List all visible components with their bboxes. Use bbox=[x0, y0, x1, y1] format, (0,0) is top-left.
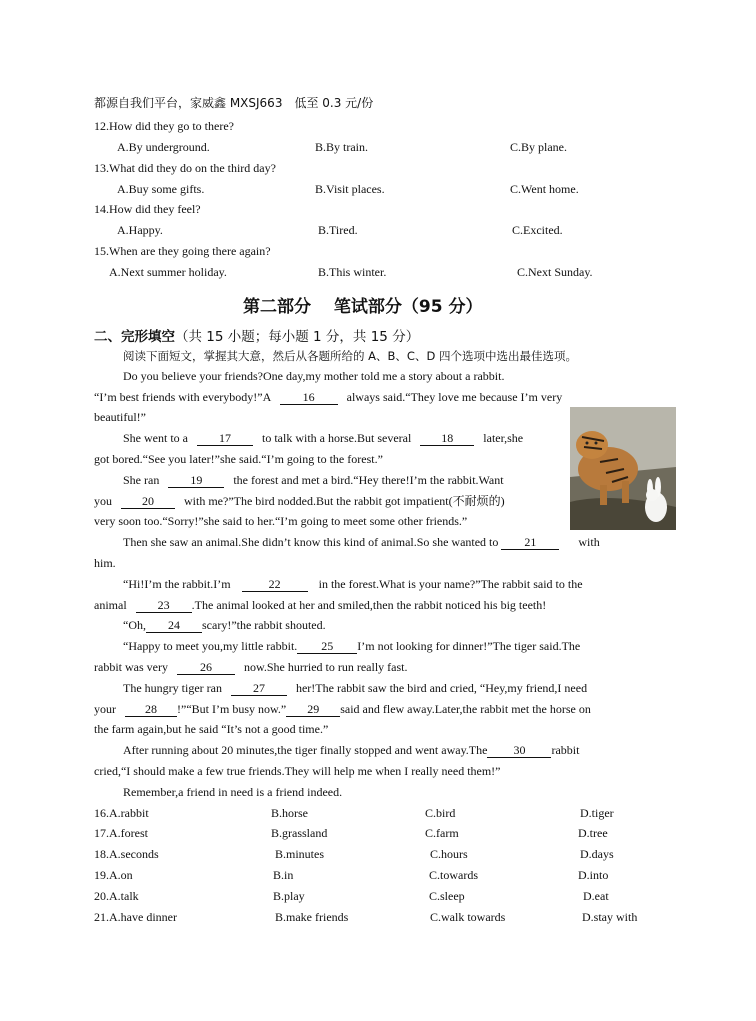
option-16b[interactable]: B.horse bbox=[271, 806, 308, 820]
q13-option-b: B.Visit places. bbox=[315, 182, 385, 196]
blank-23[interactable]: 23 bbox=[136, 598, 192, 613]
question-14: 14.How did they feel? bbox=[94, 202, 201, 216]
passage-line bbox=[123, 617, 326, 633]
question-13: 13.What did they do on the third day? bbox=[94, 161, 276, 175]
blank-25[interactable]: 25 bbox=[297, 639, 357, 654]
section-title: 二、完形填空 bbox=[94, 329, 175, 345]
text: in the forest.What is your name?”The rabbit said to the bbox=[318, 577, 583, 591]
section-heading bbox=[94, 325, 419, 345]
q13-option-a: A.Buy some gifts. bbox=[117, 182, 205, 196]
blank-26[interactable]: 26 bbox=[177, 660, 235, 675]
option-16a[interactable]: 16.A.rabbit bbox=[94, 806, 149, 820]
tiger-rabbit-image bbox=[570, 407, 676, 530]
option-21c[interactable]: C.walk towards bbox=[430, 910, 506, 924]
text: later,she bbox=[483, 431, 524, 445]
option-19a[interactable]: 19.A.on bbox=[94, 868, 133, 882]
text: with me?”The bird nodded.But the rabbit got impatient(不耐烦的) bbox=[184, 494, 505, 508]
blank-17[interactable]: 17 bbox=[197, 431, 253, 446]
passage-line bbox=[123, 472, 504, 488]
option-20b[interactable]: B.play bbox=[273, 889, 305, 903]
text: scary!”the rabbit shouted. bbox=[202, 618, 326, 632]
passage-line: him. bbox=[94, 556, 116, 570]
blank-28[interactable]: 28 bbox=[125, 702, 177, 717]
passage-line bbox=[123, 576, 583, 592]
passage-line: very soon too.“Sorry!”she said to her.“I’m going to meet some other friends.” bbox=[94, 514, 468, 528]
text: to talk with a horse.But several bbox=[262, 431, 412, 445]
passage-line bbox=[94, 659, 408, 675]
q15-option-a: A.Next summer holiday. bbox=[109, 265, 227, 279]
blank-20[interactable]: 20 bbox=[121, 494, 175, 509]
text: your bbox=[94, 702, 116, 716]
option-19c[interactable]: C.towards bbox=[429, 868, 478, 882]
passage-line bbox=[123, 638, 580, 654]
passage-line bbox=[94, 493, 505, 509]
option-18d[interactable]: D.days bbox=[580, 847, 614, 861]
blank-19[interactable]: 19 bbox=[168, 473, 224, 488]
q15-option-c: C.Next Sunday. bbox=[517, 265, 593, 279]
passage-line bbox=[94, 597, 546, 613]
text: After running about 20 minutes,the tiger finally stopped and went away.The bbox=[123, 743, 488, 757]
q13-option-c: C.Went home. bbox=[510, 182, 579, 196]
text: rabbit bbox=[551, 743, 580, 757]
q15-option-b: B.This winter. bbox=[318, 265, 387, 279]
text: “Happy to meet you,my little rabbit. bbox=[123, 639, 298, 653]
passage-line bbox=[94, 701, 591, 717]
option-16c[interactable]: C.bird bbox=[425, 806, 456, 820]
q12-option-a: A.By underground. bbox=[117, 140, 210, 154]
passage-line bbox=[123, 430, 523, 446]
text: .The animal looked at her and smiled,then the rabbit noticed his big teeth! bbox=[191, 598, 547, 612]
text: “I’m best friends with everybody!”A bbox=[94, 390, 271, 404]
blank-27[interactable]: 27 bbox=[231, 681, 287, 696]
section-note: （共 15 小题；每小题 1 分，共 15 分） bbox=[175, 329, 420, 345]
text: The hungry tiger ran bbox=[123, 681, 222, 695]
passage-line: cried,“I should make a few true friends.They will help me when I really need them!” bbox=[94, 764, 501, 778]
text: I’m not looking for dinner!”The tiger said.The bbox=[357, 639, 581, 653]
text: She went to a bbox=[123, 431, 188, 445]
option-18a[interactable]: 18.A.seconds bbox=[94, 847, 159, 861]
text: She ran bbox=[123, 473, 160, 487]
passage-line: Remember,a friend in need is a friend indeed. bbox=[123, 785, 343, 799]
text: “Oh, bbox=[123, 618, 146, 632]
blank-21[interactable]: 21 bbox=[501, 535, 559, 550]
part-title: 第二部分 笔试部分（95 分） bbox=[243, 297, 483, 317]
q14-option-c: C.Excited. bbox=[512, 223, 563, 237]
q12-option-b: B.By train. bbox=[315, 140, 368, 154]
text: “Hi!I’m the rabbit.I’m bbox=[123, 577, 231, 591]
text: the forest and met a bird.“Hey there!I’m the rabbit.Want bbox=[233, 473, 504, 487]
option-19d[interactable]: D.into bbox=[578, 868, 609, 882]
option-16d[interactable]: D.tiger bbox=[580, 806, 614, 820]
passage-line: the farm again,but he said “It’s not a good time.” bbox=[94, 722, 329, 736]
blank-22[interactable]: 22 bbox=[242, 577, 308, 592]
text: !”“But I’m busy now.” bbox=[177, 702, 287, 716]
option-21b[interactable]: B.make friends bbox=[275, 910, 349, 924]
option-21d[interactable]: D.stay with bbox=[582, 910, 638, 924]
option-17a[interactable]: 17.A.forest bbox=[94, 826, 148, 840]
text: with bbox=[578, 535, 600, 549]
blank-29[interactable]: 29 bbox=[286, 702, 340, 717]
question-12: 12.How did they go to there? bbox=[94, 119, 234, 133]
option-18b[interactable]: B.minutes bbox=[275, 847, 325, 861]
option-17b[interactable]: B.grassland bbox=[271, 826, 328, 840]
q14-option-b: B.Tired. bbox=[318, 223, 358, 237]
instruction: 阅读下面短文，掌握其大意，然后从各题所给的 A、B、C、D 四个选项中选出最佳选项。 bbox=[123, 349, 577, 363]
text: always said.“They love me because I’m very bbox=[346, 390, 563, 404]
q12-option-c: C.By plane. bbox=[510, 140, 567, 154]
text: now.She hurried to run really fast. bbox=[243, 660, 408, 674]
option-21a[interactable]: 21.A.have dinner bbox=[94, 910, 177, 924]
blank-16[interactable]: 16 bbox=[280, 390, 338, 405]
question-15: 15.When are they going there again? bbox=[94, 244, 271, 258]
passage-line bbox=[123, 534, 600, 550]
q14-option-a: A.Happy. bbox=[117, 223, 163, 237]
passage-line bbox=[123, 680, 587, 696]
option-19b[interactable]: B.in bbox=[273, 868, 294, 882]
text: animal bbox=[94, 598, 127, 612]
text: Then she saw an animal.She didn’t know this kind of animal.So she wanted to bbox=[123, 535, 499, 549]
option-18c[interactable]: C.hours bbox=[430, 847, 468, 861]
promo-header: 都源自我们平台，家威鑫 MXSJ663 低至 0.3 元/份 bbox=[94, 96, 374, 110]
option-17c[interactable]: C.farm bbox=[425, 826, 459, 840]
passage-line bbox=[123, 742, 579, 758]
option-17d[interactable]: D.tree bbox=[578, 826, 608, 840]
text: rabbit was very bbox=[94, 660, 168, 674]
option-20d[interactable]: D.eat bbox=[583, 889, 609, 903]
blank-24[interactable]: 24 bbox=[146, 618, 202, 633]
text: said and flew away.Later,the rabbit met the horse on bbox=[340, 702, 591, 716]
passage-line: Do you believe your friends?One day,my mother told me a story about a rabbit. bbox=[123, 369, 505, 383]
text: you bbox=[94, 494, 112, 508]
passage-line: got bored.“See you later!”she said.“I’m going to the forest.” bbox=[94, 452, 383, 466]
option-20a[interactable]: 20.A.talk bbox=[94, 889, 139, 903]
passage-line: beautiful!” bbox=[94, 410, 146, 424]
blank-30[interactable]: 30 bbox=[487, 743, 551, 758]
blank-18[interactable]: 18 bbox=[420, 431, 474, 446]
passage-line bbox=[94, 389, 562, 405]
option-20c[interactable]: C.sleep bbox=[429, 889, 465, 903]
text: her!The rabbit saw the bird and cried, “Hey,my friend,I need bbox=[295, 681, 588, 695]
